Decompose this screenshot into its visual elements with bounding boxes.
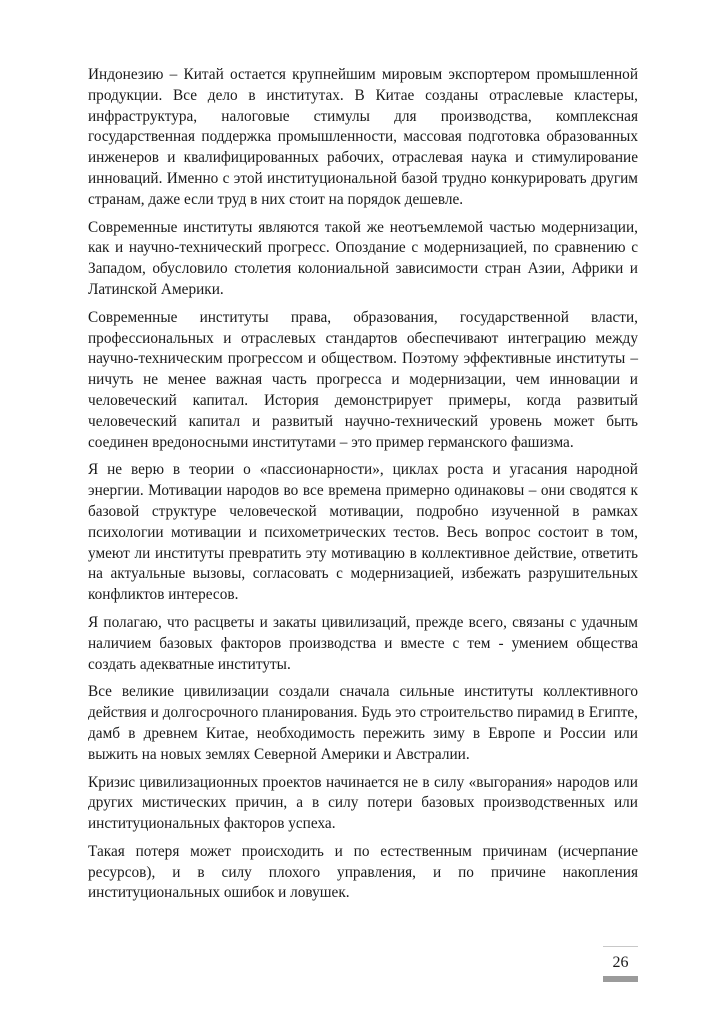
- paragraph-3: Современные институты права, образования, государственной власти, профессиональных и отраслевых стандартов обеспечивают интеграцию между научно-техническим прогрессом и обществом. Поэтому эффективные институты – ничуть не менее важная часть прогресса и модернизации, чем инновации и человеческий капитал. История демонстрирует примеры, когда развитый человеческий капитал и развитый научно-технический уровень может быть соединен вредоносными институтами – это пример германского фашизма.: [88, 308, 638, 451]
- paragraph-1: Индонезию – Китай остается крупнейшим мировым экспортером промышленной продукции. Все дело в институтах. В Китае созданы отраслевые кластеры, инфраструктура, налоговые стимулы для производства, комплексная государственная поддержка промышленности, массовая подготовка образованных инженеров и квалифицированных рабочих, отраслевая наука и стимулирование инноваций. Именно с этой институциональной базой трудно конкурировать другим странам, даже если труд в них стоит на порядок дешевле.: [88, 66, 638, 208]
- paragraph-8: Такая потеря может происходить и по естественным причинам (исчерпание ресурсов), и в силу плохого управления, и по причине накопления институциональных ошибок и ловушек.: [88, 842, 638, 902]
- page-footer: [603, 946, 638, 986]
- page-number-bar: [603, 976, 638, 982]
- paragraph-5: Я полагаю, что расцветы и закаты цивилизаций, прежде всего, связаны с удачным наличием базовых факторов производства и вместе с тем - умением общества создать адекватные институты.: [88, 613, 638, 673]
- paragraph-4: Я не верю в теории о «пассионарности», циклах роста и угасания народной энергии. Мотивации народов во все времена примерно одинаковы – они сводятся к базовой структуре человеческой мотивации, подробно изученной в рамках психологии мотивации и психометрических тестов. Весь вопрос состоит в том, умеют ли институты превратить эту мотивацию в коллективное действие, ответить на актуальные вызовы, согласовать с модернизацией, избежать разрушительных конфликтов интересов.: [88, 461, 638, 604]
- paragraph-6: Все великие цивилизации создали сначала сильные институты коллективного действия и долгосрочного планирования. Будь это строительство пирамид в Египте, дамб в древнем Китае, необходимость пережить зиму в Европе и России или выжить на новых землях Северной Америки и Австралии.: [88, 683, 638, 763]
- paragraph-2: Современные институты являются такой же неотъемлемой частью модернизации, как и научно-технический прогресс. Опоздание с модернизацией, по сравнению с Западом, обусловило столетия колониальной зависимости стран Азии, Африки и Латинской Америки.: [88, 218, 638, 298]
- paragraph-7: Кризис цивилизационных проектов начинается не в силу «выгорания» народов или других мистических причин, а в силу потери базовых производственных или институциональных факторов успеха.: [88, 773, 638, 833]
- page-number: 26: [612, 954, 629, 971]
- page-number-top-rule: [603, 946, 638, 947]
- document-body: [88, 65, 638, 911]
